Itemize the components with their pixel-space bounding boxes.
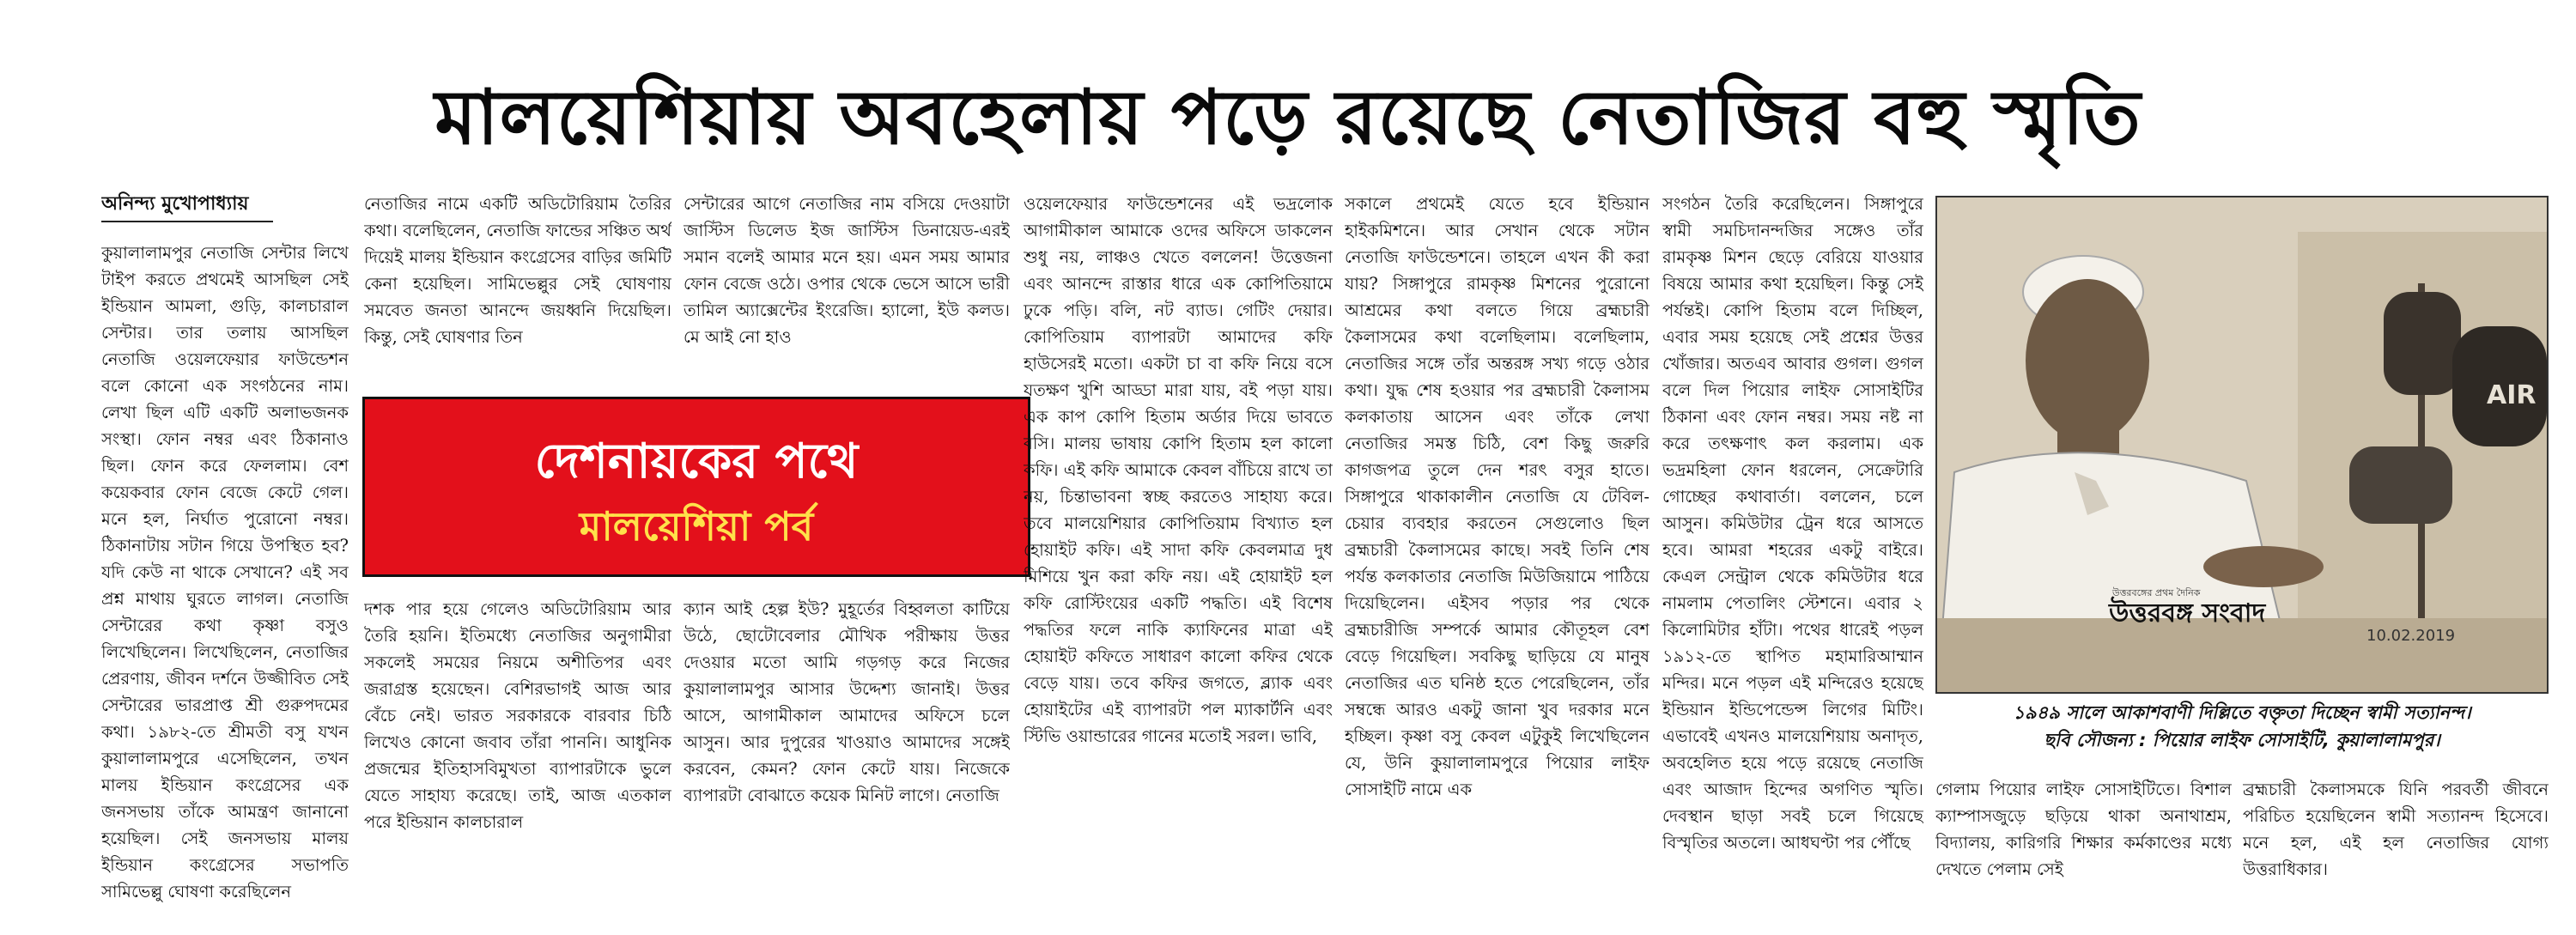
masthead-stamp-small: উত্তরবঙ্গের প্রথম দৈনিক — [2112, 587, 2201, 598]
column-2-top-text: নেতাজির নামে একটি অডিটোরিয়াম তৈরির কথা। বলেছিলেন, নেতাজি ফান্ডের সঞ্চিত অর্থ দিয়েই মালয় ইন্ডিয়ান কংগ্রেসের বাড়ির জমিটি কেনা হয়েছিল। সামিভেল্লুর সেই ঘোষণায় সমবেত জনতা আনন্দে জয়ধ্বনি দিয়েছিল। কিন্তু, সেই ঘোষণার তিন — [364, 194, 671, 347]
historical-photo — [1935, 196, 2549, 694]
column-2-bottom-text: দশক পার হয়ে গেলেও অডিটোরিয়াম আর তৈরি হয়নি। ইতিমধ্যে নেতাজির অনুগামীরা সকলেই সময়ের নিয়মে অশীতিপর এবং জরাগ্রস্ত হয়েছেন। বেশিরভাগই আজ আর বেঁচে নেই। ভারত সরকারকে বারবার চিঠি লিখেও কোনো জবাব তাঁরা পাননি। আধুনিক প্রজন্মের ইতিহাসবিমুখতা ব্যাপারটাকে ভুলে যেতে সাহায্য করেছে। তাই, আজ এতকাল পরে ইন্ডিয়ান কালচারাল — [364, 599, 671, 832]
column-5-text: সকালে প্রথমেই যেতে হবে ইন্ডিয়ান হাইকমিশনে। আর সেখান থেকে সটান নেতাজি ফাউন্ডেশনে। তাহলে এখন কী করা যায়? সিঙ্গাপুরে রামকৃষ্ণ মিশনের পুরোনো আশ্রমের কথা বলতে গিয়ে ব্রহ্মচারী কৈলাসমের কথা বলেছিলাম। বলেছিলাম, নেতাজির সঙ্গে তাঁর অন্তরঙ্গ সখ্য গড়ে ওঠার কথা। যুদ্ধ শেষ হওয়ার পর ব্রহ্মচারী কৈলাসম কলকাতায় আসেন এবং তাঁকে লেখা নেতাজির সমস্ত চিঠি, বেশ কিছু জরুরি কাগজপত্র তুলে দেন শরৎ বসুর হাতে। সিঙ্গাপুরে থাকাকালীন নেতাজি যে টেবিল-চেয়ার ব্যবহার করতেন সেগুলোও ছিল ব্রহ্মচারী কৈলাসমের কাছে। সবই তিনি শেষ পর্যন্ত কলকাতার নেতাজি মিউজিয়ামে পাঠিয়ে দিয়েছিলেন। এইসব পড়ার পর থেকে ব্রহ্মচারীজি সম্পর্কে আমার কৌতূহল বেশ বেড়ে গিয়েছিল। সবকিছু ছাড়িয়ে যে মানুষ নেতাজির এত ঘনিষ্ঠ হতে পেরেছিলেন, তাঁর সম্বন্ধে আরও একটু জানা খুব দরকার মনে হচ্ছিল। কৃষ্ণা বসু কেবল এটুকুই লিখেছিলেন যে, উনি কুয়ালালামপুরে পিয়োর লাইফ সোসাইটি নামে এক — [1345, 194, 1649, 799]
column-3-bottom-text: ক্যান আই হেল্প ইউ? মুহূর্তের বিহ্বলতা কাটিয়ে উঠে, ছোটোবেলার মৌখিক পরীক্ষায় উত্তর দেওয়ার মতো আমি গড়গড় করে নিজের কুয়ালালামপুর আসার উদ্দেশ্য জানাই। উত্তর আসে, আগামীকাল আমাদের অফিসে চলে আসুন। আর দুপুরের খাওয়াও আমাদের সঙ্গেই করবেন, কেমন? ফোন কেটে যায়। নিজেকে ব্যাপারটা বোঝাতে কয়েক মিনিট লাগে। নেতাজি — [683, 599, 1010, 805]
article-column-3-bottom — [683, 596, 1010, 896]
article-column-7 — [1935, 776, 2232, 914]
banner-subtitle: মালয়েশিয়া পর্ব — [579, 503, 814, 549]
mic-label: AIR — [2487, 380, 2537, 410]
photo-date: 10.02.2019 — [2366, 627, 2456, 645]
column-4-text: ওয়েলফেয়ার ফাউন্ডেশনের এই ভদ্রলোক আগামীকাল আমাকে ওদের অফিসে ডাকলেন শুধু নয়, লাঞ্চও খেতে বললেন! উত্তেজনা এবং আনন্দে রাস্তার ধারে এক কোপিতিয়ামে ঢুকে পড়ি। বলি, নট ব্যাড। গেটিং দেয়ার। কোপিতিয়াম ব্যাপারটা আমাদের কফি হাউসেরই মতো। একটা চা বা কফি নিয়ে বসে যতক্ষণ খুশি আড্ডা মারা যায়, বই পড়া যায়। এক কাপ কোপি হিতাম অর্ডার দিয়ে ভাবতে বসি। মালয় ভাষায় কোপি হিতাম হল কালো কফি। এই কফি আমাকে কেবল বাঁচিয়ে রাখে তা নয়, চিন্তাভাবনা স্বচ্ছ করতেও সাহায্য করে। তবে মালয়েশিয়ার কোপিতিয়াম বিখ্যাত হল হোয়াইট কফি। এই সাদা কফি কেবলমাত্র দুধ মিশিয়ে খুন করা কফি নয়। এই হোয়াইট হল কফি রোস্টিংয়ের একটি পদ্ধতি। এই বিশেষ পদ্ধতির ফলে নাকি ক্যাফিনের মাত্রা এই হোয়াইট কফিতে সাধারণ কালো কফির থেকে বেড়ে যায়। তবে কফির জগতে, ব্ল্যাক এবং হোয়াইটের এই ব্যাপারটা পল ম্যাকার্টনি এবং স্টিভি ওয়ান্ডারের গানের মতোই সরল। ভাবি, — [1024, 194, 1333, 746]
column-8-text: ব্রহ্মচারী কৈলাসমকে যিনি পরবর্তী জীবনে পরিচিত হয়েছিলেন স্বামী সত্যানন্দ হিসেবে। মনে হল, এই হল নেতাজির যোগ্য উত্তরাধিকার। — [2243, 780, 2549, 879]
byline-rule — [101, 221, 273, 222]
column-6-text: সংগঠন তৈরি করেছিলেন। সিঙ্গাপুরে স্বামী সমচিদানন্দজির সঙ্গেও তাঁর রামকৃষ্ণ মিশন ছেড়ে বেরিয়ে যাওয়ার বিষয়ে আমার কথা হয়েছিল। কিন্তু সেই পর্যন্তই। কোপি হিতাম বলে দিচ্ছিল, এবার সময় হয়েছে সেই প্রশ্নের উত্তর খোঁজার। অতএব আবার গুগল। গুগল বলে দিল পিয়োর লাইফ সোসাইটির ঠিকানা এবং ফোন নম্বর। সময় নষ্ট না করে তৎক্ষণাৎ কল করলাম। এক ভদ্রমহিলা ফোন ধরলেন, সেক্রেটারি গোচ্ছের কথাবার্তা। বললেন, চলে আসুন। কমিউটার ট্রেন ধরে আসতে হবে। আমরা শহরের একটু বাইরে। কেএল সেন্ট্রাল থেকে কমিউটার ধরে নামলাম পেতালিং স্টেশনে। এবার ২ কিলোমিটার হাঁটা। পথের ধারেই পড়ল ১৯১২-তে স্থাপিত মহামারিআম্মান মন্দির। মনে পড়ল এই মন্দিরেও হয়েছে ইন্ডিয়ান ইন্ডিপেন্ডেন্স লিগের মিটিং। এভাবেই এখনও মালয়েশিয়ায় অনাদৃত, অবহেলিত হয়ে পড়ে রয়েছে নেতাজি এবং আজাদ হিন্দের অগণিত স্মৃতি। দেবস্থান ছাড়া সবই চলে গিয়েছে বিস্মৃতির অতলে। আধঘণ্টা পর পৌঁছে — [1662, 194, 1923, 853]
caption-line-2: ছবি সৌজন্য : পিয়োর লাইফ সোসাইটি, কুয়ালালামপুর। — [2044, 730, 2440, 750]
article-column-1 — [101, 191, 349, 903]
article-column-5 — [1345, 191, 1649, 903]
byline: অনিন্দ্য মুখোপাধ্যায় — [101, 192, 249, 215]
column-7-text: গেলাম পিয়োর লাইফ সোসাইটিতে। বিশাল ক্যাম্পাসজুড়ে ছড়িয়ে থাকা অনাথাশ্রম, বিদ্যালয়, কারিগরি শিক্ষার কর্মকাণ্ডের মধ্যে দেখতে পেলাম সেই — [1935, 780, 2232, 879]
article-column-6 — [1662, 191, 1923, 903]
photo-caption — [1935, 699, 2549, 754]
article-column-4 — [1024, 191, 1333, 903]
column-3-top-text: সেন্টারের আগে নেতাজির নাম বসিয়ে দেওয়াটা জাস্টিস ডিলেড ইজ জাস্টিস ডিনায়েড-এরই সমান বলেই আমার মনে হয়। এমন সময় আমার ফোন বেজে ওঠে। ওপার থেকে ভেসে আসে ভারী তামিল অ্যাক্সেন্টের ইংরেজি। হ্যালো, ইউ কলড। মে আই নো হাও — [683, 194, 1010, 347]
article-column-8 — [2243, 776, 2549, 914]
banner-title: দেশনায়কের পথে — [534, 434, 859, 489]
article-column-2-top — [364, 191, 671, 379]
article-column-3-top — [683, 191, 1010, 379]
headline: মালয়েশিয়ায় অবহেলায় পড়ে রয়েছে নেতাজির বহু স্মৃতি — [434, 73, 2142, 161]
caption-line-1: ১৯৪৯ সালে আকাশবাণী দিল্লিতে বক্তৃতা দিচ্ছেন স্বামী সত্যানন্দ। — [2013, 702, 2471, 723]
masthead-stamp: উত্তরবঙ্গ সংবাদ — [2109, 598, 2266, 628]
article-column-2-bottom — [364, 596, 671, 896]
column-1-text: কুয়ালালামপুর নেতাজি সেন্টার লিখে টাইপ করতে প্রথমেই আসছিল সেই ইন্ডিয়ান আমলা, গুড়ি, কালচারাল সেন্টার। তার তলায় আসছিল নেতাজি ওয়েলফেয়ার ফাউন্ডেশন বলে কোনো এক সংগঠনের নাম। লেখা ছিল এটি একটি অলাভজনক সংস্থা। ফোন নম্বর এবং ঠিকানাও ছিল। ফোন করে ফেললাম। বেশ কয়েকবার ফোন বেজে কেটে গেল। মনে হল, নির্ঘাত পুরোনো নম্বর। ঠিকানাটায় সটান গিয়ে উপস্থিত হব? যদি কেউ না থাকে সেখানে? এই সব প্রশ্ন মাথায় ঘুরতে লাগল। নেতাজি সেন্টারের কথা কৃষ্ণা বসুও লিখেছিলেন। লিখেছিলেন, নেতাজির প্রেরণায়, জীবন দর্শনে উজ্জীবিত সেই সেন্টারের ভারপ্রাপ্ত শ্রী গুরুপদমের কথা। ১৯৮২-তে শ্রীমতী বসু যখন কুয়ালালামপুরে এসেছিলেন, তখন মালয় ইন্ডিয়ান কংগ্রেসের এক জনসভায় তাঁকে আমন্ত্রণ জানানো হয়েছিল। সেই জনসভায় মালয় ইন্ডিয়ান কংগ্রেসের সভাপতি সামিভেল্লু ঘোষণা করেছিলেন — [101, 243, 349, 902]
series-banner — [362, 397, 1030, 577]
